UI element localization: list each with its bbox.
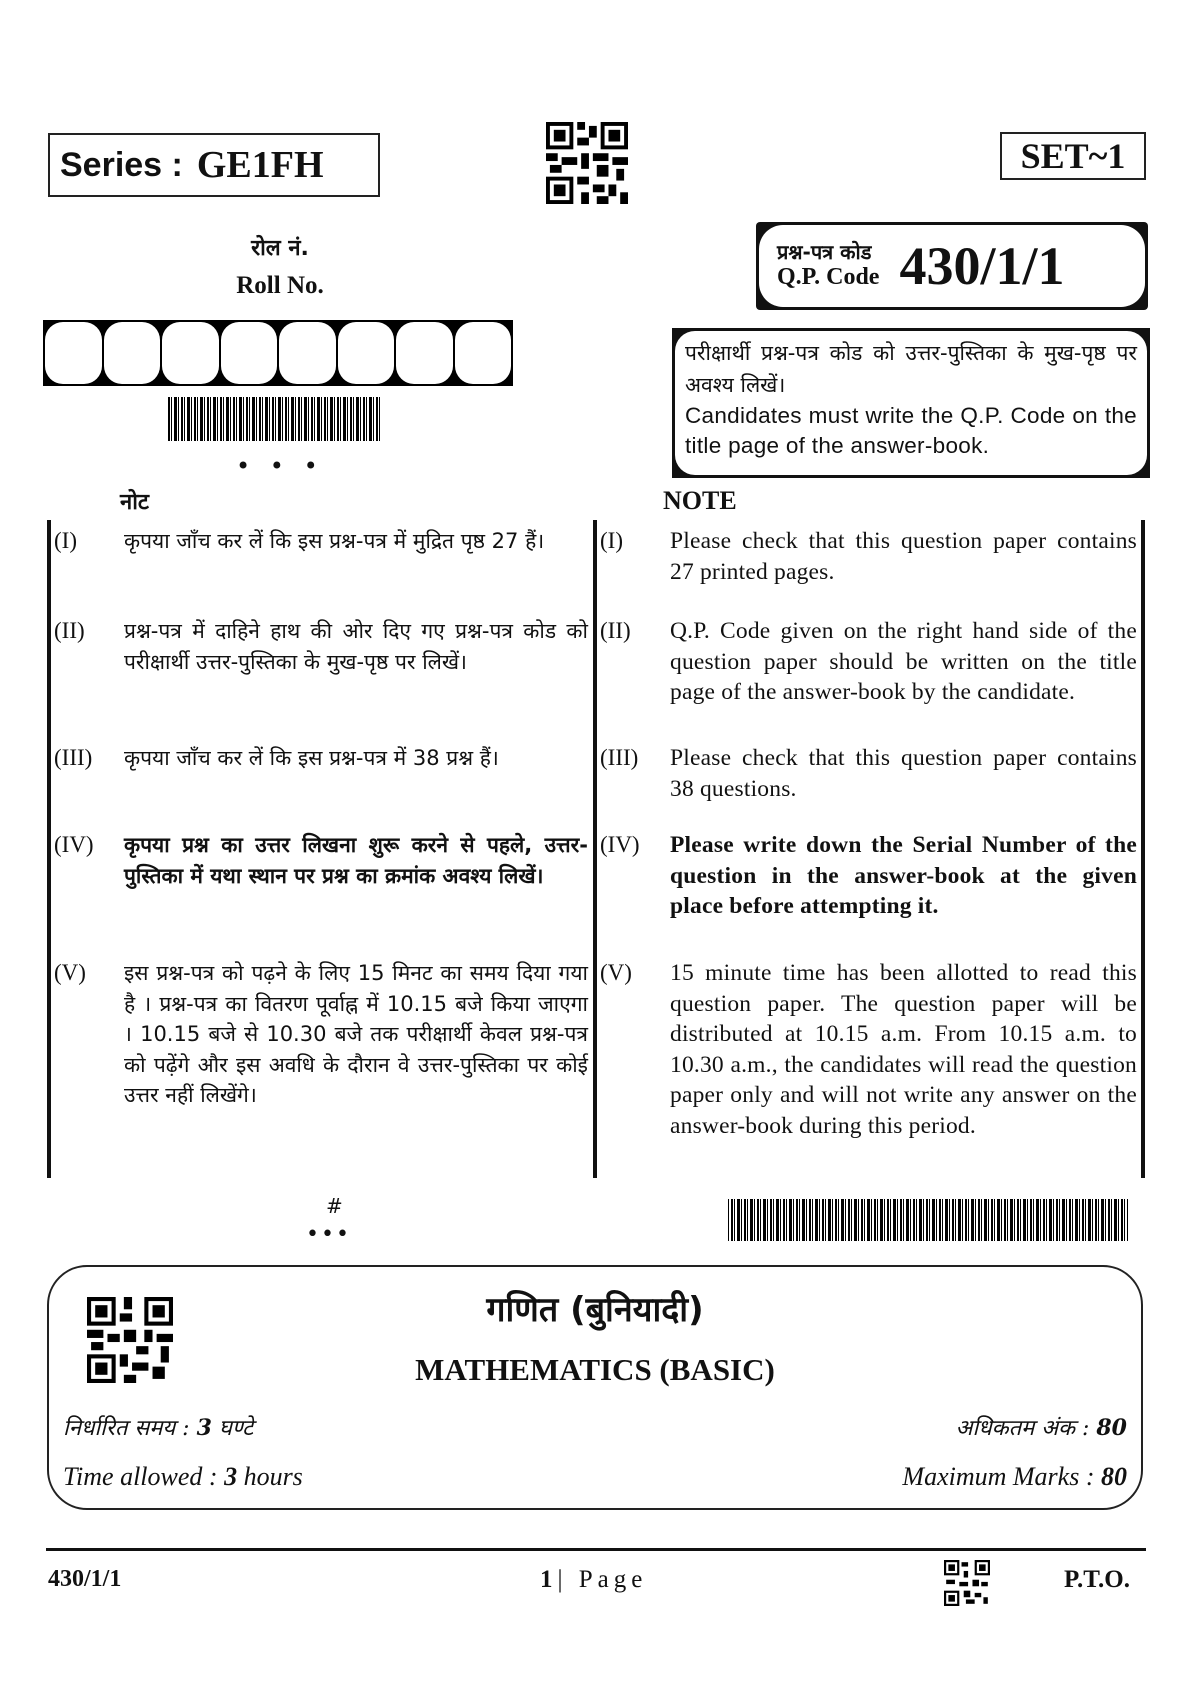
footer-rule [46, 1548, 1146, 1551]
qp-code-box [756, 222, 1148, 310]
qp-label-english: Q.P. Code [777, 263, 880, 290]
roll-digit-box[interactable] [396, 322, 453, 384]
roll-digit-box[interactable] [221, 322, 278, 384]
note-item-hindi [54, 830, 588, 891]
roll-label-hindi: रोल नं. [251, 236, 309, 261]
note-text: Q.P. Code given on the right hand side of the question paper should be written on the title page of the answer-book by the candidate. [670, 618, 1137, 705]
note-number: (V) [54, 960, 86, 985]
barcode-icon [168, 397, 382, 441]
page-label: | Page [557, 1566, 648, 1593]
note-text: Please check that this question paper contains 38 questions. [670, 745, 1137, 802]
series-label: Series : [60, 145, 183, 184]
set-box [1000, 132, 1146, 180]
footer-qp-code: 430/1/1 [48, 1566, 122, 1592]
note-item-hindi [54, 958, 588, 1111]
note-number: (III) [54, 745, 93, 770]
set-number: SET~1 [1020, 136, 1126, 176]
note-item-hindi [54, 616, 588, 677]
series-code: GE1FH [196, 144, 324, 186]
note-number: (IV) [600, 832, 640, 857]
note-number: (I) [54, 528, 77, 553]
note-text: Please write down the Serial Number of the question in the answer-book at the given place before attempting it. [670, 832, 1137, 919]
roll-number-boxes [43, 320, 513, 386]
qr-code-icon [546, 122, 628, 204]
dots-separator: ••• [306, 1222, 351, 1247]
roll-digit-box[interactable] [279, 322, 336, 384]
note-text: Please check that this question paper contains 27 printed pages. [670, 528, 1137, 585]
note-item-english [600, 958, 1137, 1141]
note-number: (II) [54, 618, 85, 643]
note-item-english [600, 743, 1137, 804]
note-text: 15 minute time has been allotted to read this question paper. The question paper will be distributed at 10.15 a.m. From 10.15 a.m. to 10.30 a.m., the candidates will read the question paper only and will not write any answer on the answer-book during this period. [670, 960, 1137, 1139]
roll-digit-box[interactable] [338, 322, 395, 384]
dots-separator: • • • [236, 452, 324, 480]
note-number: (II) [600, 618, 631, 643]
candidate-note-hindi: परीक्षार्थी प्रश्न-पत्र कोड को उत्तर-पुस्तिका के मुख-पृष्ठ पर अवश्य लिखें। [685, 341, 1137, 397]
note-item-english [600, 830, 1137, 922]
candidate-note-english: Candidates must write the Q.P. Code on the title page of the answer-book. [685, 403, 1137, 458]
candidate-instruction-box [672, 328, 1150, 478]
please-turn-over: P.T.O. [1064, 1566, 1130, 1593]
time-value: 3 [224, 1462, 238, 1491]
right-rule [1141, 520, 1145, 1178]
note-number: (V) [600, 960, 632, 985]
time-label: Time allowed : [63, 1462, 225, 1491]
note-number: (I) [600, 528, 623, 553]
note-item-hindi [54, 526, 588, 557]
note-text: इस प्रश्न-पत्र को पढ़ने के लिए 15 मिनट का समय दिया गया है । प्रश्न-पत्र का वितरण पूर्वाह्न में 10.15 बजे किया जाएगा । 10.15 बजे से 10.30 बजे तक परीक्षार्थी केवल प्रश्न-पत्र को पढ़ेंगे और इस अवधि के दौरान वे उत्तर-पुस्तिका पर कोई उत्तर नहीं लिखेंगे। [124, 961, 588, 1107]
max-marks-hindi [956, 1412, 1127, 1442]
left-rule [47, 520, 51, 1178]
series-box [48, 133, 380, 197]
roll-digit-box[interactable] [104, 322, 161, 384]
note-number: (IV) [54, 832, 94, 857]
note-text: कृपया प्रश्न का उत्तर लिखना शुरू करने से पहले, उत्तर-पुस्तिका में यथा स्थान पर प्रश्न का क्रमांक अवश्य लिखें। [124, 833, 588, 888]
note-item-english [600, 526, 1137, 587]
time-unit: घण्टे [211, 1416, 254, 1441]
roll-digit-box[interactable] [455, 322, 512, 384]
note-item-hindi [54, 743, 588, 774]
roll-digit-box[interactable] [162, 322, 219, 384]
subject-title-english: MATHEMATICS (BASIC) [415, 1352, 775, 1387]
qp-label-hindi: प्रश्न-पत्र कोड [777, 239, 872, 264]
barcode-icon [728, 1199, 1128, 1241]
marks-label: अधिकतम अंक : [955, 1416, 1097, 1441]
marks-value: 80 [1096, 1415, 1127, 1441]
hash-mark: # [326, 1194, 343, 1218]
max-marks-english [902, 1462, 1127, 1492]
time-label: निर्धारित समय : [63, 1416, 197, 1441]
marks-label: Maximum Marks : [902, 1462, 1101, 1491]
page-num: 1 [540, 1566, 558, 1593]
page-number [540, 1566, 647, 1594]
roll-label-english: Roll No. [236, 272, 324, 299]
note-heading-hindi: नोट [120, 490, 149, 515]
note-number: (III) [600, 745, 639, 770]
time-allowed-english [63, 1462, 303, 1492]
note-text: कृपया जाँच कर लें कि इस प्रश्न-पत्र में 38 प्रश्न हैं। [124, 746, 499, 770]
subject-box [47, 1265, 1143, 1510]
time-value: 3 [196, 1415, 212, 1441]
note-heading-english: NOTE [663, 486, 737, 515]
time-allowed-hindi [63, 1412, 253, 1442]
note-item-english [600, 616, 1137, 708]
note-text: प्रश्न-पत्र में दाहिने हाथ की ओर दिए गए प्रश्न-पत्र कोड को परीक्षार्थी उत्तर-पुस्तिका के मुख-पृष्ठ पर लिखें। [124, 619, 588, 674]
subject-title-hindi: गणित (बुनियादी) [486, 1290, 704, 1330]
roll-digit-box[interactable] [45, 322, 102, 384]
qr-code-icon [944, 1560, 990, 1606]
marks-value: 80 [1101, 1462, 1127, 1491]
time-unit: hours [237, 1462, 303, 1491]
center-rule [593, 520, 597, 1178]
qp-code-value: 430/1/1 [899, 236, 1065, 296]
note-text: कृपया जाँच कर लें कि इस प्रश्न-पत्र में मुद्रित पृष्ठ 27 हैं। [124, 529, 545, 553]
